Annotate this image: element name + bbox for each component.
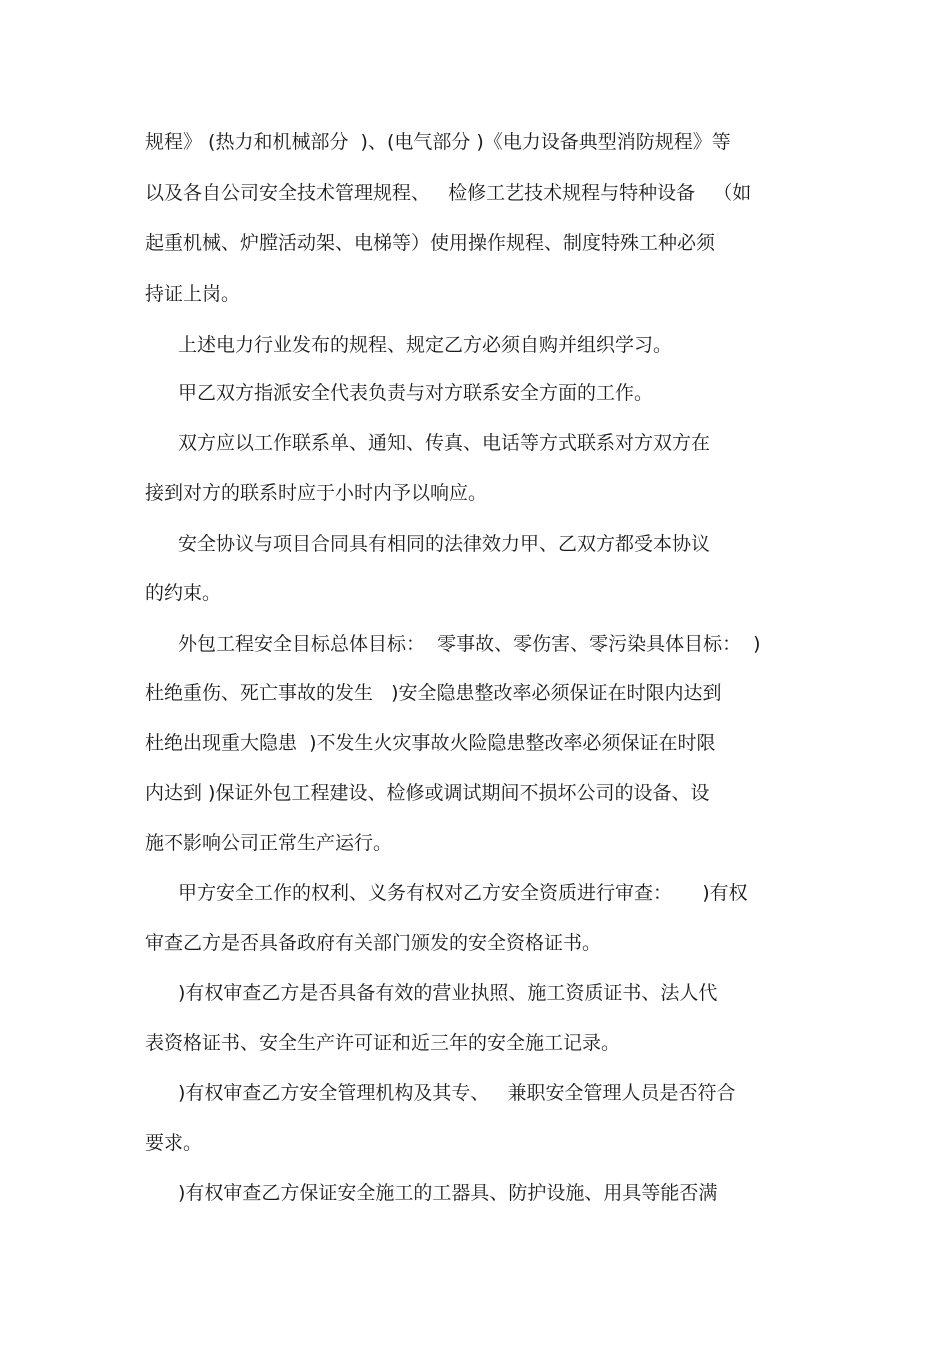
text-line: 的约束。: [145, 582, 222, 604]
text-line: 审查乙方是否具备政府有关部门颁发的安全资格证书。: [145, 932, 602, 954]
text-line: 规程》 (热力和机械部分 )、(电气部分 )《电力设备典型消防规程》等: [145, 131, 731, 153]
text-line: )有权审查乙方是否具备有效的营业执照、施工资质证书、法人代: [178, 982, 718, 1004]
text-line: 要求。: [145, 1132, 203, 1154]
text-line: 接到对方的联系时应于小时内予以响应。: [145, 482, 488, 504]
text-line: 甲方安全工作的权利、义务有权对乙方安全资质进行审查： )有权: [178, 882, 748, 904]
text-line: 杜绝重伤、死亡事故的发生 )安全隐患整改率必须保证在时限内达到: [145, 682, 722, 704]
text-line: 以及各自公司安全技术管理规程、 检修工艺技术规程与特种设备 （如: [145, 182, 752, 204]
text-line: 内达到 )保证外包工程建设、检修或调试期间不损坏公司的设备、设: [145, 782, 710, 804]
text-line: )有权审查乙方保证安全施工的工器具、防护设施、用具等能否满: [178, 1182, 718, 1204]
text-line: 起重机械、炉膛活动架、电梯等）使用操作规程、制度特殊工种必须: [145, 232, 716, 254]
text-line: 安全协议与项目合同具有相同的法律效力甲、乙双方都受本协议: [178, 533, 711, 555]
text-line: 甲乙双方指派安全代表负责与对方联系安全方面的工作。: [178, 382, 654, 404]
text-line: )有权审查乙方安全管理机构及其专、 兼职安全管理人员是否符合: [178, 1082, 736, 1104]
text-line: 双方应以工作联系单、通知、传真、电话等方式联系对方双方在: [178, 432, 711, 454]
text-line: 施不影响公司正常生产运行。: [145, 832, 393, 854]
text-line: 外包工程安全目标总体目标： 零事故、零伤害、零污染具体目标： ): [178, 633, 761, 655]
text-line: 表资格证书、安全生产许可证和近三年的安全施工记录。: [145, 1032, 621, 1054]
text-line: 杜绝出现重大隐患 )不发生火灾事故火险隐患整改率必须保证在时限: [145, 732, 716, 754]
text-line: 上述电力行业发布的规程、规定乙方必须自购并组织学习。: [178, 334, 673, 356]
text-line: 持证上岗。: [145, 283, 241, 305]
